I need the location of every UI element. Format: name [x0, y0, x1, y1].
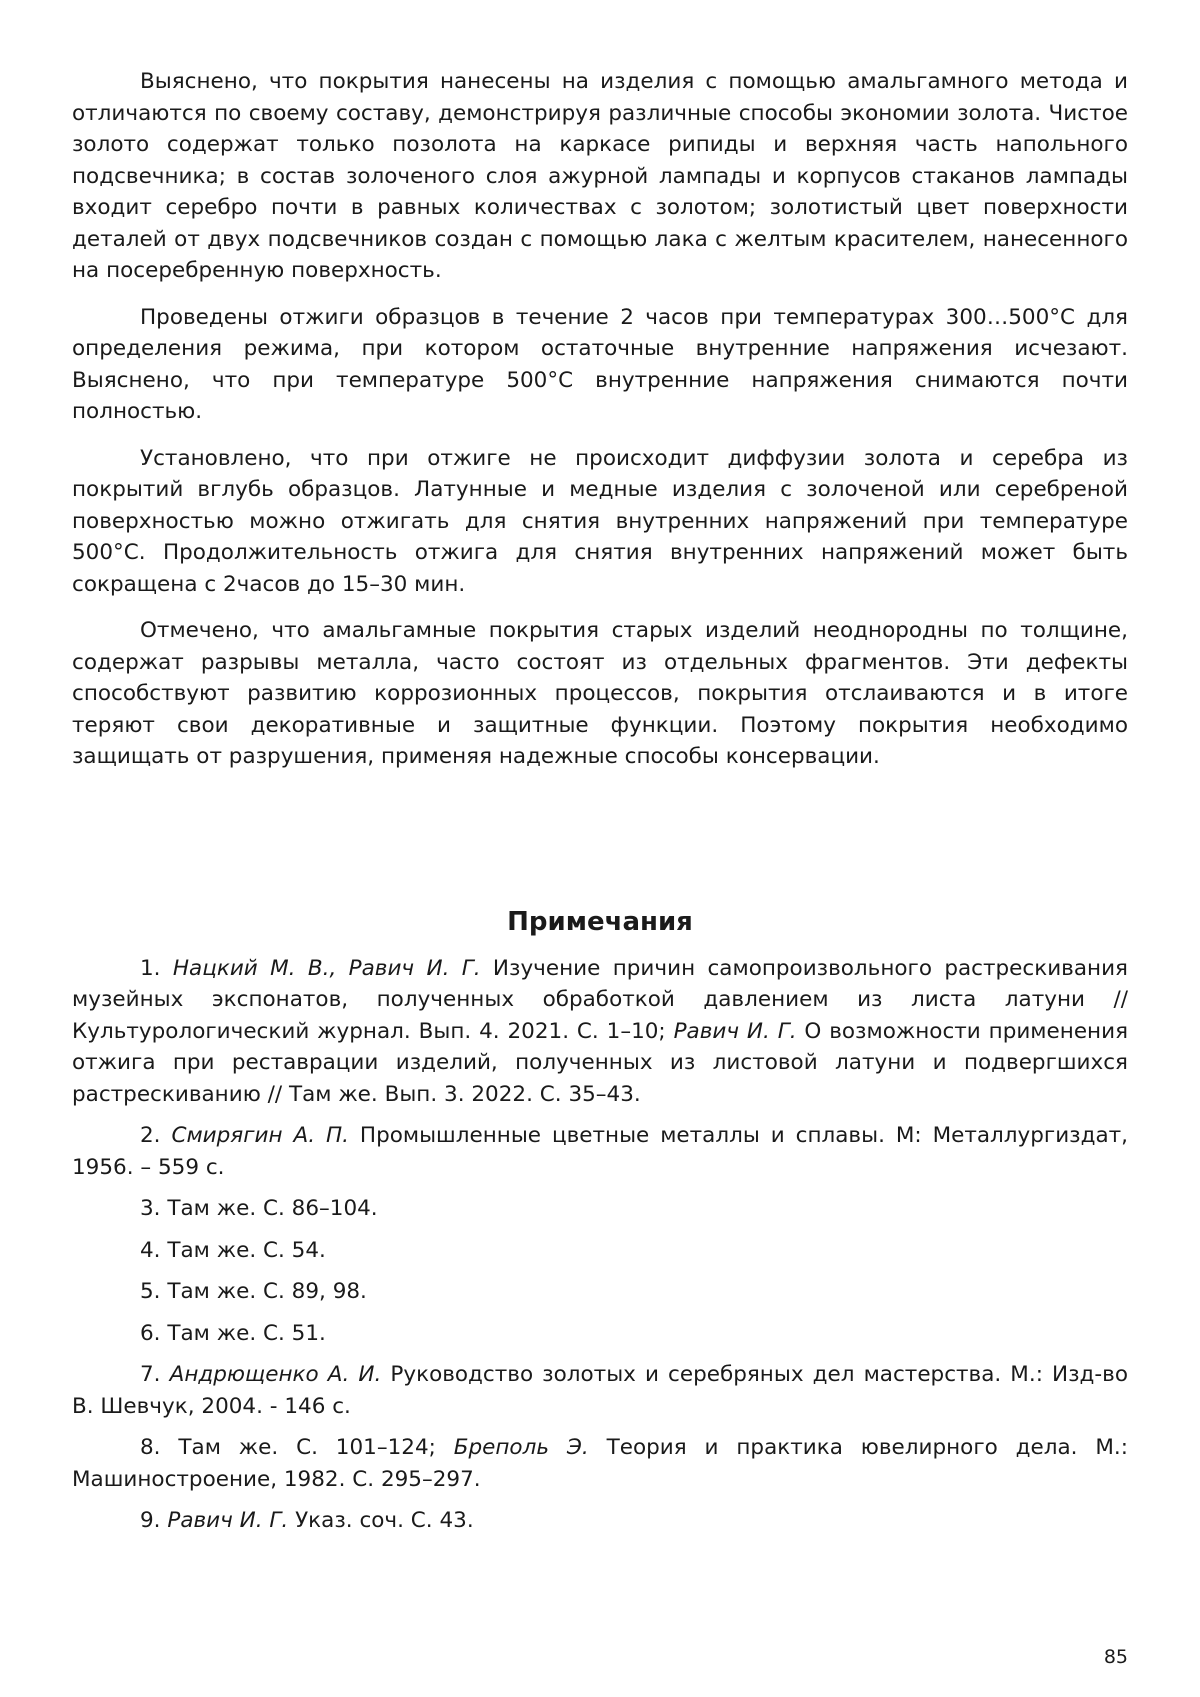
- note-number: 5.: [140, 1279, 168, 1304]
- note-author: Нацкий М. В., Равич И. Г.: [172, 955, 481, 981]
- note-author: Андрющенко А. И.: [169, 1362, 382, 1387]
- notes-heading: Примечания: [507, 906, 693, 937]
- note-number: 7.: [140, 1362, 170, 1387]
- note-item: [72, 953, 1128, 1111]
- body-paragraph: Установлено, что при отжиге не происходит диффузии золота и серебра из покрытий вглубь образцов. Латунные и медные изделия с золоченой или серебреной поверхностью можно отжигать для снятия внутренних напряжений при температуре 500°С. Продолжительность отжига для снятия внутренних напряжений может быть сокращена с 2часов до 15–30 мин.: [72, 445, 1128, 597]
- note-text: Там же. С. 89, 98.: [167, 1279, 367, 1304]
- note-author: Смирягин А. П.: [171, 1123, 349, 1148]
- note-text: Там же. С. 54.: [167, 1237, 326, 1263]
- note-text: О возможности применения отжига при реставрации изделий, полученных из листовой латуни и подвергшихся растрескиванию // Там же. Вып. 3. 2022. С. 35–43.: [72, 1018, 1129, 1107]
- note-text: Промышленные цветные металлы и сплавы. М: Металлургиздат, 1956. – 559 с.: [72, 1123, 1128, 1180]
- note-number: 6.: [140, 1320, 168, 1346]
- note-item: [72, 1505, 1128, 1537]
- note-item: [72, 1120, 1128, 1183]
- note-text: Изучение причин самопроизвольного растрескивания музейных экспонатов, полученных обработкой давлением из листа латуни // Культурологический журнал. Вып. 4. 2021. С. 1–10;: [72, 955, 1128, 1044]
- body-paragraph: Выяснено, что покрытия нанесены на изделия с помощью амальгамного метода и отличаются по своему составу, демонстрируя различные способы экономии золота. Чистое золото содержат только позолота на каркасе рипиды и верхняя часть напольного подсвечника; в состав золоченого слоя ажурной лампады и корпусов стаканов лампады входит серебро почти в равных количествах с золотом; золотистый цвет поверхности деталей от двух подсвечников создан с помощью лака с желтым красителем, нанесенного на посеребренную поверхность.: [72, 69, 1128, 283]
- note-item: [72, 1235, 1128, 1267]
- note-author: Равич И. Г.: [167, 1508, 289, 1533]
- note-item: [72, 1276, 1128, 1308]
- note-author: Бреполь Э.: [453, 1435, 589, 1460]
- note-text: Там же. С. 86–104.: [167, 1196, 378, 1221]
- note-number: 3.: [140, 1196, 168, 1221]
- note-text: Указ. соч. С. 43.: [288, 1508, 474, 1533]
- note-number: 1.: [140, 955, 173, 981]
- note-author: Равич И. Г.: [673, 1018, 797, 1044]
- note-item: [72, 1318, 1128, 1350]
- body-paragraph: Проведены отжиги образцов в течение 2 часов при температурах 300…500°С для определения режима, при котором остаточные внутренние напряжения исчезают. Выяснено, что при температуре 500°С внутренние напряжения снимаются почти полностью.: [72, 304, 1128, 424]
- note-number: 8.: [140, 1435, 179, 1460]
- note-text: Руководство золотых и серебряных дел мастерства. М.: Изд-во В. Шевчук, 2004. - 146 с.: [72, 1362, 1128, 1419]
- note-number: 2.: [140, 1123, 172, 1148]
- note-number: 4.: [140, 1237, 168, 1263]
- note-text: Теория и практика ювелирного дела. М.: Машиностроение, 1982. С. 295–297.: [72, 1435, 1128, 1492]
- note-item: [72, 1359, 1128, 1422]
- document-page: [72, 66, 1128, 1547]
- note-item: [72, 1432, 1128, 1495]
- note-item: [72, 1193, 1128, 1225]
- note-number: 9.: [140, 1508, 168, 1533]
- note-text: Там же. С. 51.: [167, 1320, 326, 1346]
- note-text: Там же. С. 101–124;: [178, 1435, 454, 1460]
- page-number: 85: [1103, 1646, 1128, 1668]
- body-paragraph: Отмечено, что амальгамные покрытия старых изделий неоднородны по толщине, содержат разрывы металла, часто состоят из отдельных фрагментов. Эти дефекты способствуют развитию коррозионных процессов, покрытия отслаиваются и в итоге теряют свои декоративные и защитные функции. Поэтому покрытия необходимо защищать от разрушения, применяя надежные способы консервации.: [72, 618, 1128, 769]
